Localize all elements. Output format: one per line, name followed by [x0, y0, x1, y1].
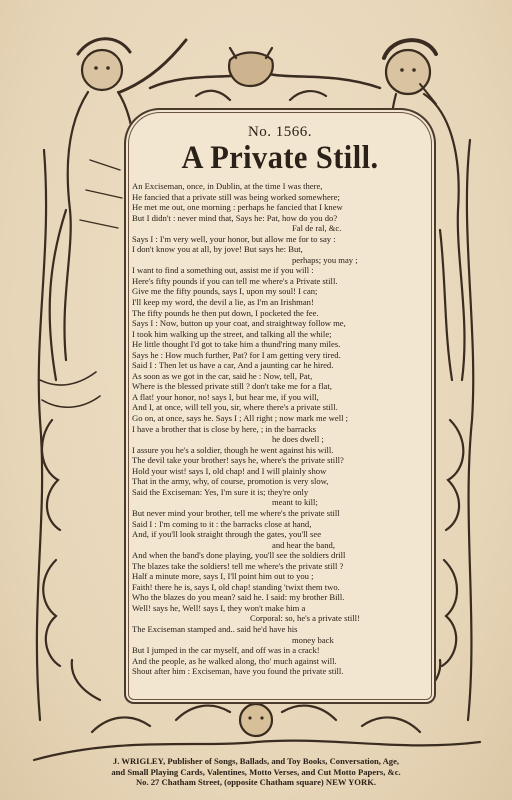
lyric-line: The Exciseman stamped and.. said he'd have his — [132, 623, 298, 634]
lyric-line: meant to kill; — [272, 497, 318, 508]
lyric-line: I assure you he's a soldier, though he went against his will. — [132, 444, 334, 455]
imprint-line: No. 27 Chatham Street, (opposite Chatham square) NEW YORK. — [135, 777, 377, 788]
lyric-line: I want to find a something out, assist me if you will : — [132, 265, 314, 276]
song-lyrics — [132, 181, 432, 677]
lyric-line: Go on, at once, says he. Says I ; All right ; now mark me well ; — [132, 413, 349, 424]
lyric-line: I don't know you at all, by jove! But says he: But, — [132, 244, 303, 255]
lyric-line: money back — [292, 634, 334, 645]
lyric-line: But I jumped in the car myself, and off was in a crack! — [132, 645, 320, 656]
lyric-line: Well! says he, Well! says I, they won't make him a — [132, 602, 306, 613]
song-title: A Private Still. — [181, 140, 379, 176]
lyric-line: And I, at once, will tell you, sir, where there's a private still. — [132, 402, 338, 413]
imprint-line: J. WRIGLEY, Publisher of Songs, Ballads, and Toy Books, Conversation, Age, — [112, 756, 400, 766]
lyric-line: The devil take your brother! says he, where's the private still? — [132, 455, 344, 466]
lyric-line: Said I : I'm coming to it : the barracks close at hand, — [132, 518, 312, 529]
lyric-line: He little thought I'd got to take him a thund'ring many miles. — [132, 339, 341, 350]
lyric-line: He fancied that a private still was being worked somewhere; — [132, 191, 340, 202]
lyric-line: An Exciseman, once, in Dublin, at the time I was there, — [132, 181, 323, 191]
chorus-line: Fal de ral, &c. — [292, 223, 342, 234]
lyric-line: Here's fifty pounds if you can tell me where's a Private still. — [132, 275, 338, 286]
lyric-line: The fifty pounds he then put down, I pocketed the fee. — [132, 307, 319, 318]
lyric-line: Hold your wist! says I, old chap! and I will plainly show — [132, 465, 327, 476]
lyric-line: Shout after him : Exciseman, have you found the private still. — [132, 666, 344, 677]
lyric-line: That in the army, why, of course, promotion is very slow, — [132, 476, 329, 487]
song-number: No. 1566. — [247, 124, 313, 140]
lyric-line: But I didn't : never mind that, Says he: Pat, how do you do? — [132, 212, 338, 223]
lyric-line: Says I : I'm very well, your honor, but allow me for to say : — [132, 233, 336, 244]
lyric-line: Said I : Then let us have a car, And a jaunting car he hired. — [132, 360, 334, 371]
lyric-line: Give me the fifty pounds, says I, upon my soul! I can; — [132, 286, 318, 297]
lyric-line: Half a minute more, says I, I'll point him out to you ; — [132, 571, 314, 582]
lyric-line: Where is the blessed private still ? don't take me for a flat, — [132, 381, 332, 392]
lyric-line: he does dwell ; — [272, 434, 324, 445]
lyric-line: perhaps; you may ; — [292, 254, 358, 265]
lyric-line: I'll keep my word, the devil a lie, as I'm an Irishman! — [132, 297, 314, 308]
lyric-line: But never mind your brother, tell me where's the private still — [132, 507, 340, 518]
lyric-line: He met me out, one morning : perhaps he fancied that I knew — [132, 202, 343, 213]
lyric-line: Faith! there he is, says I, old chap! standing 'twixt them two. — [132, 581, 340, 592]
lyric-line: A flat! your honor, no! says I, but hear me, if you will, — [132, 391, 319, 402]
lyric-line: Says he : How much further, Pat? for I am getting very tired. — [132, 349, 341, 360]
lyric-line: And when the band's done playing, you'll see the soldiers drill — [132, 550, 346, 561]
lyric-line: I have a brother that is close by here, ; in the barracks — [132, 423, 316, 434]
lyric-line: Who the blazes do you mean? said he. I said: my brother Bill. — [132, 592, 345, 603]
lyric-line: Corporal: so, he's a private still! — [250, 613, 360, 624]
lyric-line: And, if you'll look straight through the gates, you'll see — [132, 529, 322, 540]
lyric-line: The blazes take the soldiers! tell me where's the private still ? — [132, 560, 344, 571]
lyric-line: Said the Exciseman: Yes, I'm sure it is; they're only — [132, 486, 309, 497]
lyric-line: and hear the band, — [272, 539, 335, 550]
lyric-line: And the people, as he walked along, tho' much against will. — [132, 655, 337, 666]
publisher-imprint — [22, 756, 490, 788]
lyric-line: Says I : Now, button up your coat, and straightway follow me, — [132, 318, 346, 329]
lyric-line: As soon as we got in the car, said he : Now, tell, Pat, — [132, 370, 313, 381]
lyric-line: I took him walking up the street, and talking all the while; — [132, 328, 332, 339]
imprint-line: and Small Playing Cards, Valentines, Motto Verses, and Cut Motto Papers, &c. — [111, 766, 401, 777]
